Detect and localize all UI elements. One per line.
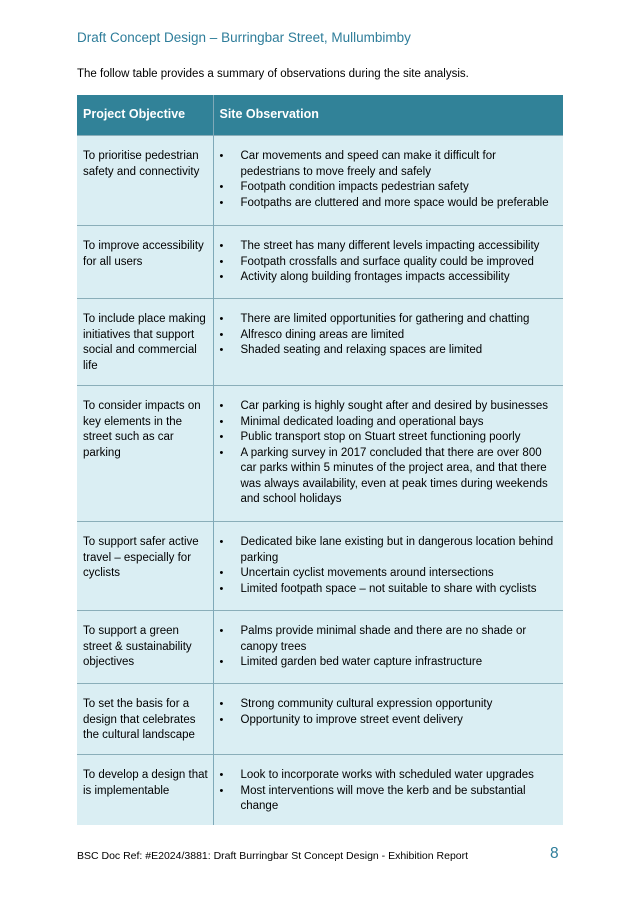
observation-item: • A parking survey in 2017 concluded that there are over 800 car parks within 5 minutes of the project area, and that there was always availability, even at peak times during weekends and school holidays <box>241 446 558 508</box>
observation-list <box>220 768 558 815</box>
intro-paragraph: The follow table provides a summary of observations during the site analysis. <box>77 68 469 80</box>
objective-cell: To develop a design that is implementable <box>77 755 213 825</box>
observation-list <box>220 149 558 211</box>
column-header-objective: Project Objective <box>77 95 213 136</box>
observation-item: • Limited footpath space – not suitable to share with cyclists <box>241 582 558 598</box>
footer-doc-ref: BSC Doc Ref: #E2024/3881: Draft Burringbar St Concept Design - Exhibition Report <box>77 850 469 862</box>
objective-cell: To support safer active travel – especially for cyclists <box>77 522 213 611</box>
observation-item: • Minimal dedicated loading and operational bays <box>241 415 558 431</box>
table-row <box>77 299 563 386</box>
observation-item: • Alfresco dining areas are limited <box>241 328 558 344</box>
observation-item: • Car parking is highly sought after and desired by businesses <box>241 399 558 415</box>
objective-cell: To prioritise pedestrian safety and connectivity <box>77 136 213 226</box>
observation-list <box>220 312 558 359</box>
observation-item: • Uncertain cyclist movements around intersections <box>241 566 558 582</box>
observation-list <box>220 399 558 508</box>
observation-item: • Footpath condition impacts pedestrian safety <box>241 180 558 196</box>
observation-cell <box>213 522 563 611</box>
observation-cell <box>213 386 563 522</box>
objective-cell: To support a green street & sustainability objectives <box>77 611 213 684</box>
observation-item: • There are limited opportunities for gathering and chatting <box>241 312 558 328</box>
observation-item: • Opportunity to improve street event delivery <box>241 713 558 729</box>
observation-cell <box>213 611 563 684</box>
observation-list <box>220 697 558 728</box>
observation-item: • Palms provide minimal shade and there are no shade or canopy trees <box>241 624 558 655</box>
document-header-title: Draft Concept Design – Burringbar Street, Mullumbimby <box>77 30 411 45</box>
observation-item: • Strong community cultural expression opportunity <box>241 697 558 713</box>
observation-item: • Footpath crossfalls and surface quality could be improved <box>241 255 558 271</box>
observation-cell <box>213 684 563 755</box>
table-header-row <box>77 95 563 136</box>
observation-list <box>220 239 558 286</box>
observation-item: • Look to incorporate works with scheduled water upgrades <box>241 768 558 784</box>
observation-item: • Dedicated bike lane existing but in dangerous location behind parking <box>241 535 558 566</box>
observation-cell <box>213 226 563 299</box>
table-row <box>77 684 563 755</box>
table-row <box>77 226 563 299</box>
observation-cell <box>213 299 563 386</box>
objective-cell: To improve accessibility for all users <box>77 226 213 299</box>
observation-item: • Limited garden bed water capture infrastructure <box>241 655 558 671</box>
objective-cell: To set the basis for a design that celebrates the cultural landscape <box>77 684 213 755</box>
observation-item: • Shaded seating and relaxing spaces are limited <box>241 343 558 359</box>
observation-item: • Car movements and speed can make it difficult for pedestrians to move freely and safely <box>241 149 558 180</box>
table-row <box>77 386 563 522</box>
observation-item: • Footpaths are cluttered and more space would be preferable <box>241 196 558 212</box>
observation-cell <box>213 136 563 226</box>
column-header-observation: Site Observation <box>213 95 563 136</box>
observations-table <box>77 95 563 825</box>
observation-list <box>220 535 558 597</box>
observation-item: • Most interventions will move the kerb and be substantial change <box>241 784 558 815</box>
objective-cell: To include place making initiatives that support social and commercial life <box>77 299 213 386</box>
table-row <box>77 522 563 611</box>
page-number: 8 <box>550 845 559 862</box>
table-row <box>77 136 563 226</box>
table-row <box>77 611 563 684</box>
table-row <box>77 755 563 825</box>
observation-item: • Public transport stop on Stuart street functioning poorly <box>241 430 558 446</box>
objective-cell: To consider impacts on key elements in the street such as car parking <box>77 386 213 522</box>
observation-cell <box>213 755 563 825</box>
observation-item: • The street has many different levels impacting accessibility <box>241 239 558 255</box>
observation-item: • Activity along building frontages impacts accessibility <box>241 270 558 286</box>
observation-list <box>220 624 558 671</box>
